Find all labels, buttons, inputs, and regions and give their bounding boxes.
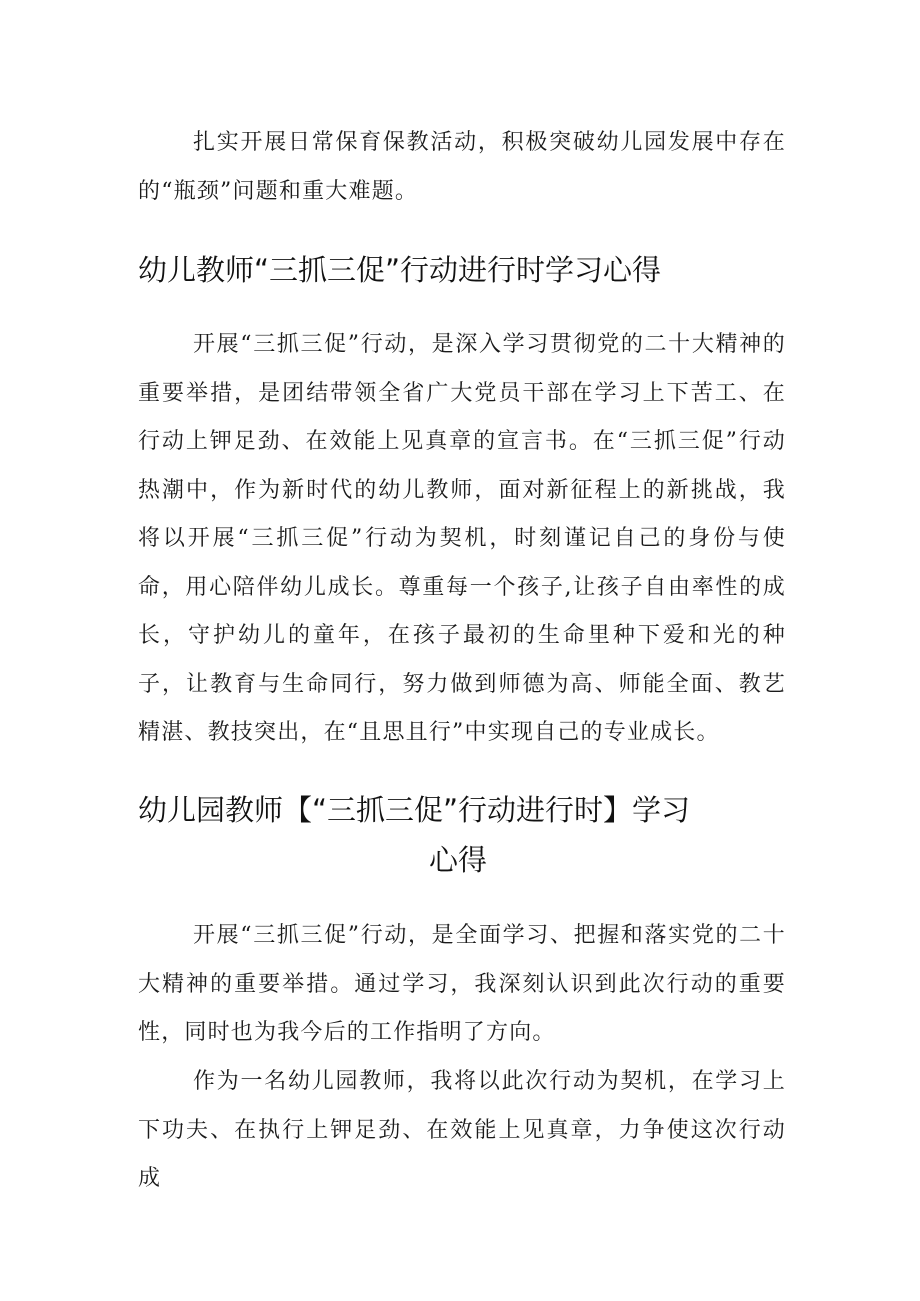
paragraph-4: 作为一名幼儿园教师，我将以此次行动为契机，在学习上下功夫、在执行上钾足劲、在效能上见真章，力争使这次行动成 [138, 1069, 786, 1191]
paragraph-3: 开展“三抓三促”行动，是全面学习、把握和落实党的二十大精神的重要举措。通过学习，我深刻认识到此次行动的重要性，同时也为我今后的工作指明了方向。 [138, 923, 786, 1045]
section-heading-2-line-1: 幼儿园教师【“三抓三促”行动进行时】学习 [138, 793, 691, 827]
section-heading-1: 幼儿教师“三抓三促”行动进行时学习心得 [138, 253, 662, 287]
section-heading-2 [138, 785, 778, 885]
paragraph-1: 扎实开展日常保育保教活动，积极突破幼儿园发展中存在的“瓶颈”问题和重大难题。 [138, 130, 786, 204]
paragraph-2: 开展“三抓三促”行动，是深入学习贯彻党的二十大精神的重要举措，是团结带领全省广大党员干部在学习上下苦工、在行动上钾足劲、在效能上见真章的宣言书。在“三抓三促”行动热潮中，作为新时代的幼儿教师，面对新征程上的新挑战，我将以开展“三抓三促”行动为契机，时刻谨记自己的身份与使命，用心陪伴幼儿成长。尊重每一个孩子,让孩子自由率性的成长，守护幼儿的童年，在孩子最初的生命里种下爱和光的种子，让教育与生命同行，努力做到师德为高、师能全面、教艺精湛、教技突出，在“且思且行”中实现自己的专业成长。 [138, 332, 786, 745]
section-heading-2-line-2: 心得 [428, 843, 487, 877]
